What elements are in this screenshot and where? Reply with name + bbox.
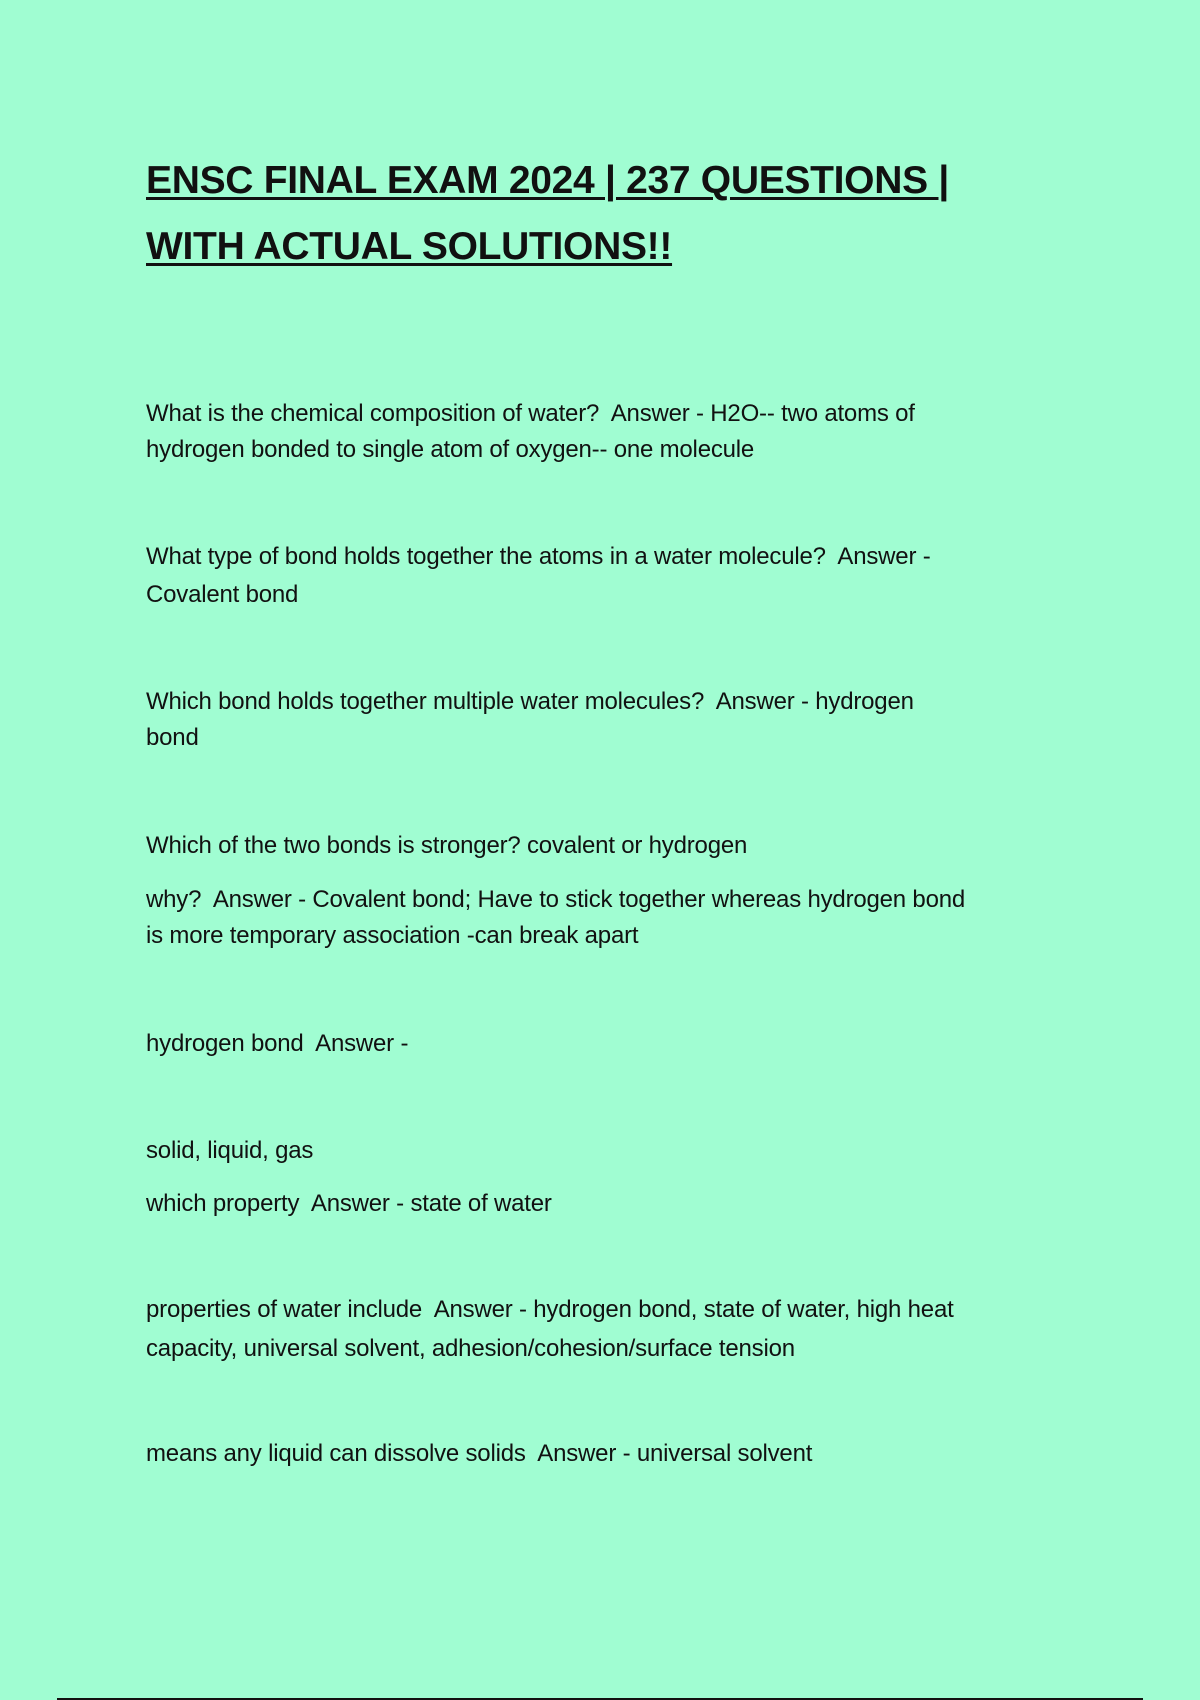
qa-1-line-1: What is the chemical composition of water? Answer - H2O-- two atoms of [146, 400, 915, 427]
qa-1-line-2: hydrogen bonded to single atom of oxygen-- one molecule [146, 436, 755, 463]
title-line-2: WITH ACTUAL SOLUTIONS!! [146, 225, 673, 268]
qa-7-line-2: capacity, universal solvent, adhesion/cohesion/surface tension [146, 1335, 795, 1362]
qa-4-line-3: is more temporary association -can break apart [146, 922, 639, 949]
qa-2-line-1: What type of bond holds together the atoms in a water molecule? Answer - [146, 543, 931, 570]
qa-6-line-1: solid, liquid, gas [146, 1137, 314, 1164]
qa-4-line-2: why? Answer - Covalent bond; Have to stick together whereas hydrogen bond [146, 886, 966, 913]
qa-8-line-1: means any liquid can dissolve solids Answer - universal solvent [146, 1440, 813, 1467]
qa-6-line-2: which property Answer - state of water [146, 1190, 552, 1217]
qa-3-line-1: Which bond holds together multiple water molecules? Answer - hydrogen [146, 688, 914, 715]
qa-2-line-2: Covalent bond [146, 581, 299, 608]
qa-3-line-2: bond [146, 724, 199, 751]
document-title [146, 148, 1066, 280]
title-line-1: ENSC FINAL EXAM 2024 | 237 QUESTIONS | [146, 159, 949, 202]
qa-4-line-1: Which of the two bonds is stronger? covalent or hydrogen [146, 832, 748, 859]
qa-5-line-1: hydrogen bond Answer - [146, 1030, 409, 1057]
qa-7-line-1: properties of water include Answer - hydrogen bond, state of water, high heat [146, 1296, 954, 1323]
